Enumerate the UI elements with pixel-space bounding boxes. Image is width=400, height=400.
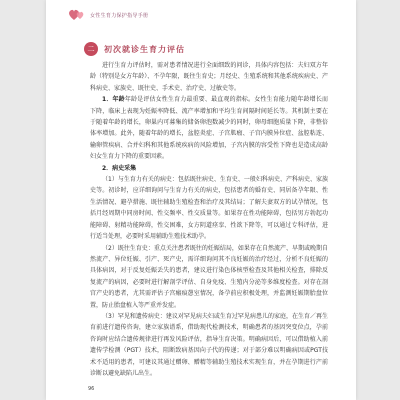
paragraph: （3）罕见和遗传病史：建议对罕见病夫妇或生育过罕见病患儿的家庭，在生育／再生育前进行遗传咨询，建立家族谱系，借助现代检测技术，明确患者的基因突变位点，孕前咨询时应结合遗传规律进行再发风险评估，指导生育决策。明确病因后，可以借助植入前遗传学检测（PGT）技术，阻断致病基因向子代的传递；对于部分难以明确病因或PGT技术不适用的患者，可建议其通过赠卵、赠精等辅助生殖技术实现生育，并在孕期进行产前诊断以避免缺陷儿出生。	[90, 312, 328, 377]
hearts-logo-icon	[68, 8, 86, 22]
subsection-heading: 2．病史采集	[102, 164, 137, 172]
paragraph: （2）既往生育史：重点关注患者既往的妊娠结局，如果存在自然流产、早期或晚期自然流产、异位妊娠、引产、死产史，需详细询问其不良妊娠的治疗经过，分析不良妊娠的具体病因，对于反复妊娠丢失的患者，建议进行染色体核型检查及其他相关检查，排除反复流产的病因，必要时进行解剖学评估、自身免疫、生殖内分泌等多维度检查。对存在剖宫产史的患者，尤其需评估子宫瘢痕憩室情况，备孕前应积极处理，并监测妊娠期胎盘位置，防止胎盘植入等严重并发症。	[90, 244, 328, 309]
section-number-badge: 二	[84, 42, 98, 56]
paragraph: 1．年龄年龄是评估女性生育力最重要、最直观的指标。女性生育能力随年龄增长而下降，临床上表现为妊娠率降低、流产率增加和平均生育间隔时间延长等。其机制主要在于随着年龄的增长，卵巢内可募集的储备卵泡数减少的同时，卵母细胞质量下降，非整倍体率增加。此外，随着年龄的增长，盆腔炎症、子宫肌瘤、子宫内膜异位症、盆腔粘连、输卵管疾病、合并妇科和其他系统疾病的风险增加，子宫内膜的容受性下降也是造成高龄妇女生育力下降的重要因素。	[90, 96, 328, 161]
paragraph: （1）与生育力有关的病史：包括既往病史、生育史、一般妇科病史、产科病史、家族史等。初诊时，应详细询问与生育力有关的病史，包括患者的婚育史、同居备孕年限、性生活情况、避孕措施、既往辅助生殖检查和治疗及其结局；了解夫妻双方的试孕情况，包括月经周期中同房时间、性交频率、性交质量等。如果存在性功能障碍，包括男方勃起功能障碍、射精功能障碍，性交困难，女方阴道痉挛、性欲下降等，可以通过专科评估，进行适当处理，必要时采用辅助生殖技术助孕。	[90, 176, 328, 241]
body-text	[90, 60, 328, 386]
document-page	[46, 0, 356, 400]
page-number: 96	[88, 386, 95, 392]
paragraph-heading: 1．年龄	[102, 96, 125, 104]
paragraph	[90, 163, 328, 174]
paragraph: 进行生育力评估时，需对患者情况进行全面细致的问诊，具体内容包括：夫妇双方年龄（特别是女方年龄）、不孕年限，既往生育史；月经史、生殖系统和其他系统疾病史、产科病史、家族史、既往史、手术史、治疗史、过敏史等。	[90, 62, 328, 92]
section-title: 初次就诊生育力评估	[104, 44, 185, 54]
running-title: 女性生育力保护指导手册	[90, 12, 149, 19]
section-heading	[84, 42, 185, 56]
running-header	[68, 6, 148, 24]
